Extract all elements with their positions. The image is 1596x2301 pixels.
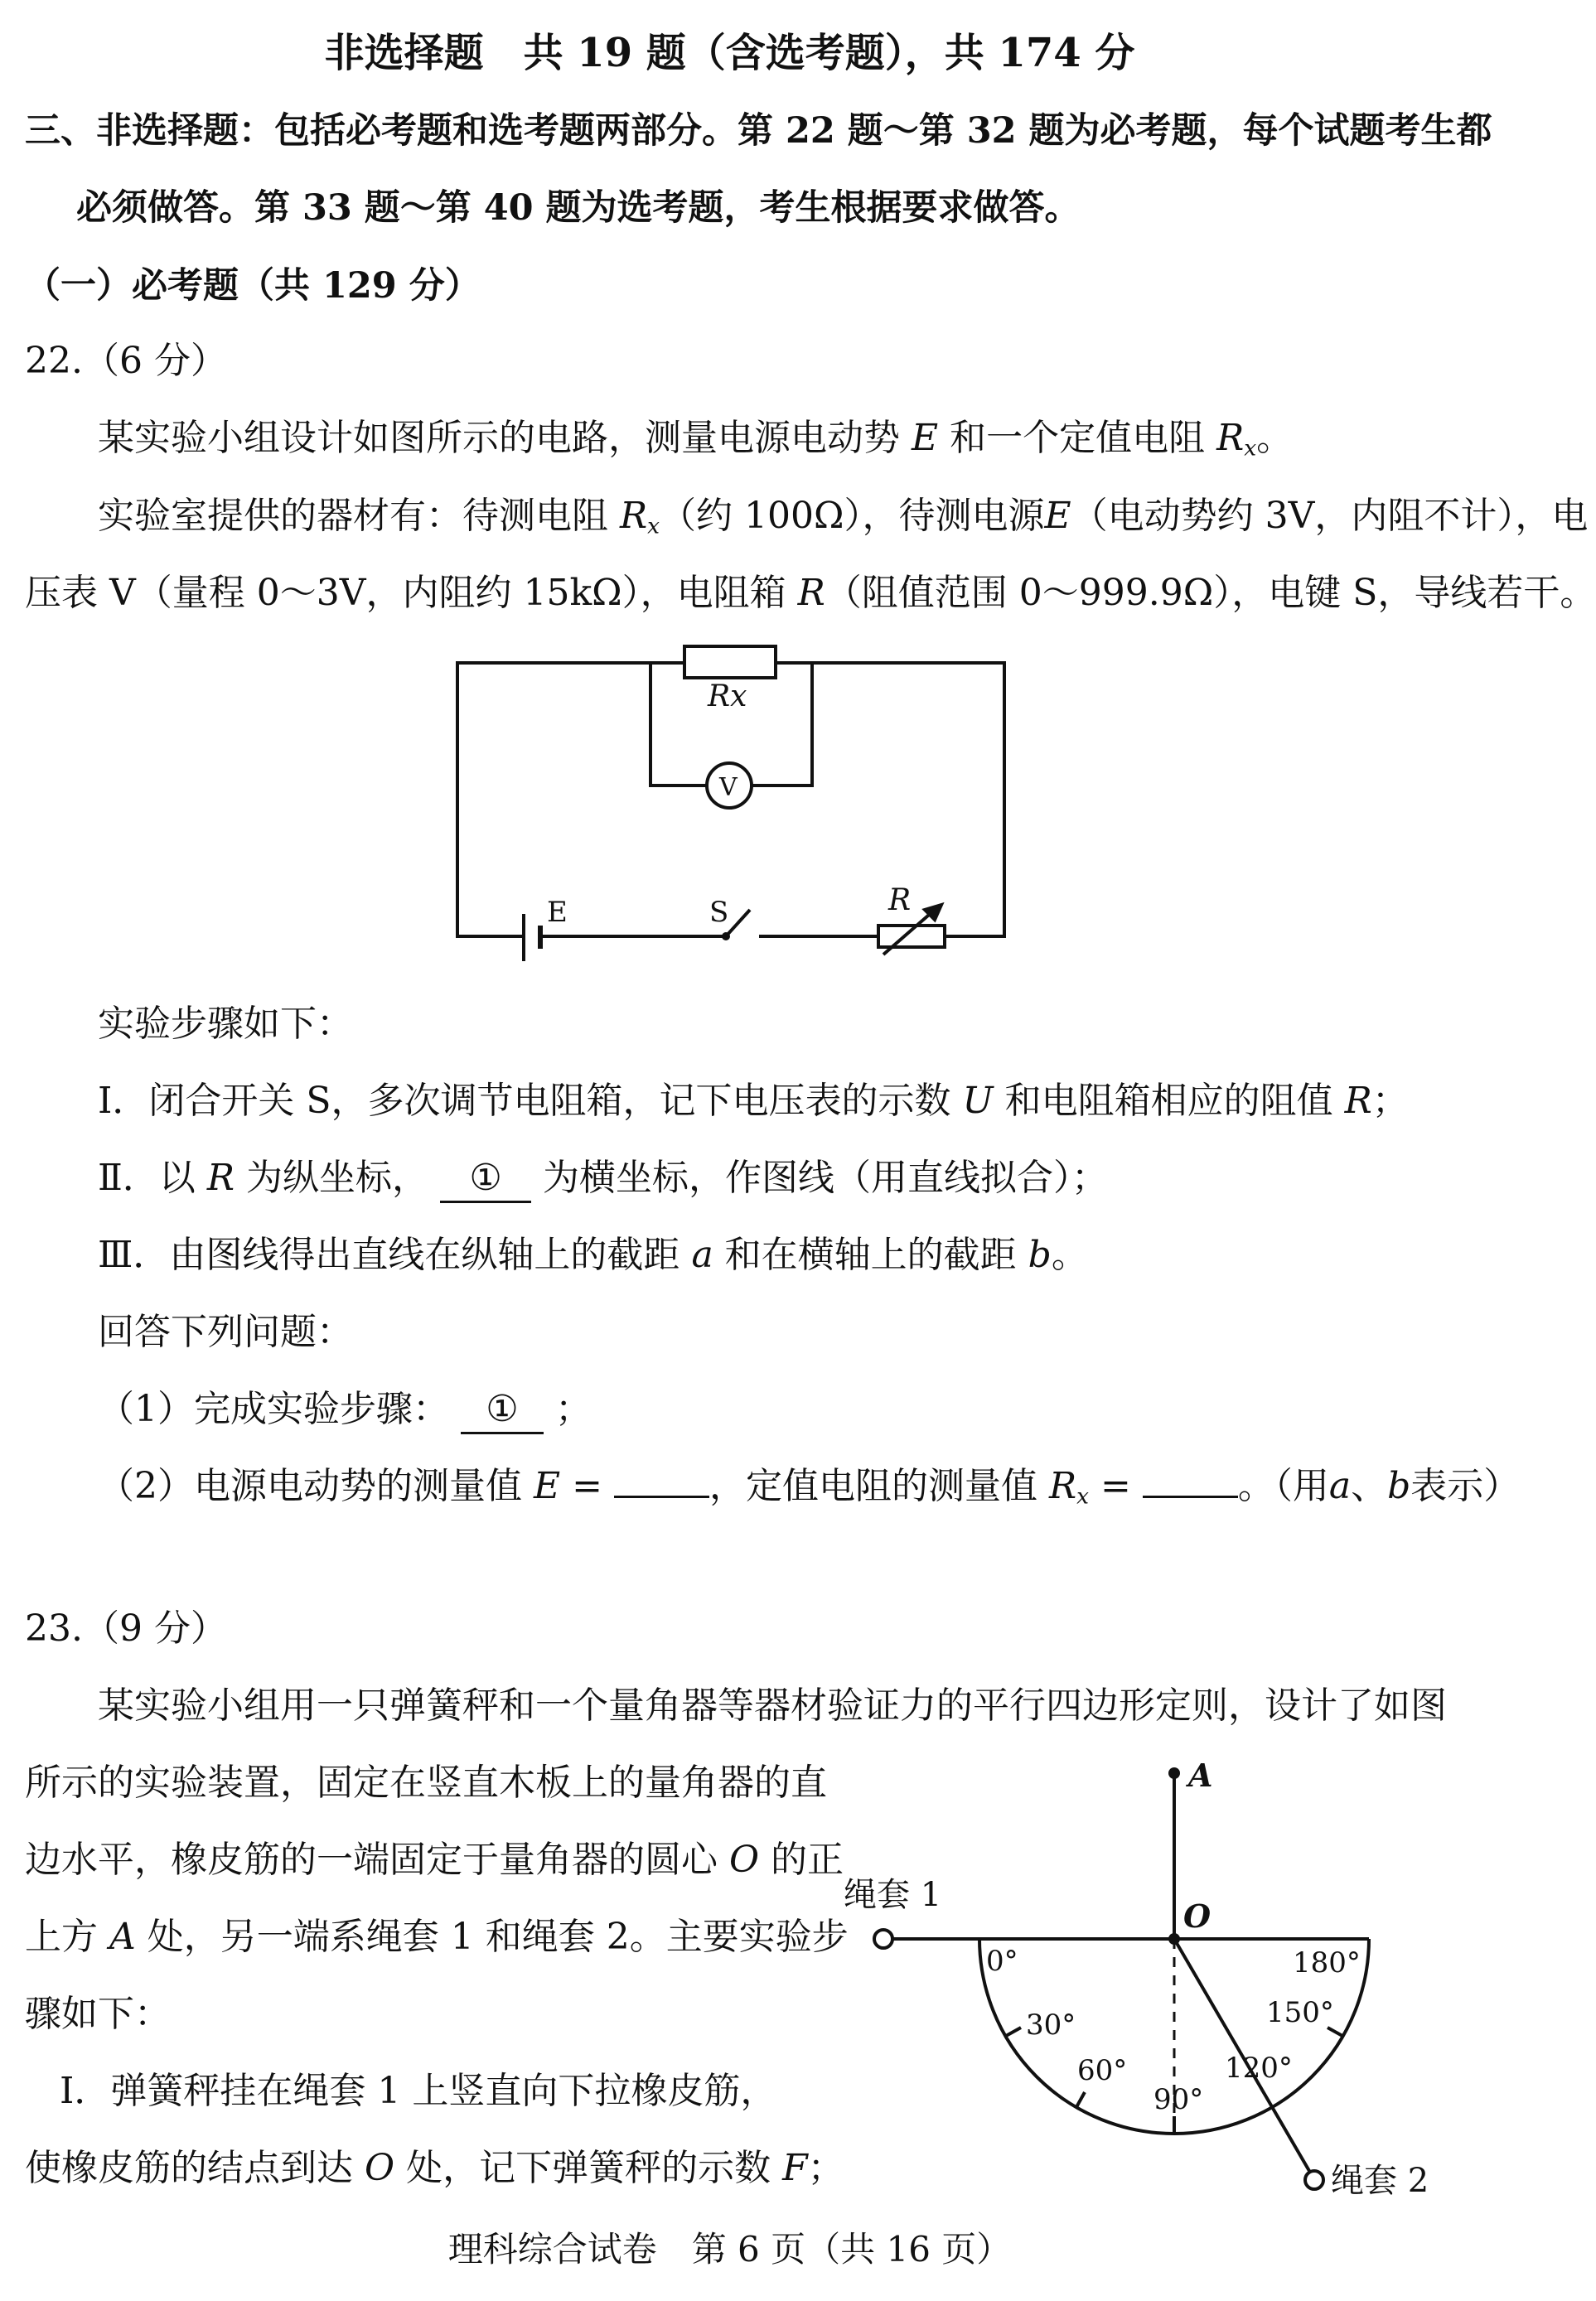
q23-line3-text-a: 边水平，橡皮筋的一端固定于量角器的圆心 bbox=[25, 1839, 718, 1881]
q22-equip1-text-b: （约 100Ω），待测电源 bbox=[660, 495, 1045, 537]
q22-step1-end: ； bbox=[1371, 1080, 1409, 1122]
section-instructions-line2: 必须做答。第 33 题～第 40 题为选考题，考生根据要求做答。 bbox=[76, 187, 1081, 229]
label-o: O bbox=[1183, 1897, 1212, 1935]
rope-1-loop bbox=[874, 1930, 892, 1948]
q22-intro-var-e: E bbox=[912, 417, 939, 459]
q23-line2: 所示的实验装置，固定在竖直木板上的量角器的直 bbox=[25, 1762, 827, 1804]
angle-90: 90° bbox=[1153, 2083, 1204, 2116]
q22-ans1-text: （1）完成实验步骤： bbox=[98, 1388, 449, 1430]
q22-step3-text-b: 和在横轴上的截距 bbox=[724, 1234, 1017, 1276]
page-footer: 理科综合试卷 第 6 页（共 16 页） bbox=[447, 2229, 1012, 2270]
q22-step2-text-a: Ⅱ．以 bbox=[98, 1157, 196, 1199]
q22-step2-text-c: 为横坐标，作图线（用直线拟合）； bbox=[543, 1157, 1109, 1199]
angle-150: 150° bbox=[1266, 1996, 1334, 2029]
label-rx: Rx bbox=[708, 679, 747, 713]
q22-ans2-eq2: = bbox=[1089, 1465, 1143, 1507]
label-e: E bbox=[547, 896, 568, 929]
q22-step3-var-b: b bbox=[1028, 1234, 1052, 1276]
q22-intro-end: 。 bbox=[1256, 417, 1294, 459]
q22-intro-text-b: 和一个定值电阻 bbox=[950, 417, 1206, 459]
q22-equip1-var-e: E bbox=[1044, 495, 1071, 537]
q23-line7-text-a: 使橡皮筋的结点到达 bbox=[25, 2147, 353, 2189]
label-s: S bbox=[709, 896, 729, 929]
label-r: R bbox=[888, 883, 912, 917]
q23-line7-text-b: 处，记下弹簧秤的示数 bbox=[406, 2147, 771, 2189]
label-v: V bbox=[719, 773, 738, 802]
q22-intro-var-r: R bbox=[1216, 417, 1245, 459]
q22-ans2-text-c: 。（用 bbox=[1237, 1465, 1329, 1507]
section-instructions-line1: 三、非选择题：包括必考题和选考题两部分。第 22 题～第 32 题为必考题，每个试题考生都 bbox=[25, 110, 1492, 152]
q22-equip1-text-c: （电动势约 3V，内阻不计），电 bbox=[1071, 495, 1589, 537]
q22-ans2-eq: = bbox=[560, 1465, 614, 1507]
q22-equip1-text-a: 实验室提供的器材有：待测电阻 bbox=[98, 495, 608, 537]
q22-intro-var-sub: x bbox=[1244, 435, 1257, 462]
q22-intro-text-a: 某实验小组设计如图所示的电路，测量电源电动势 bbox=[98, 417, 900, 459]
q22-step3-var-a: a bbox=[691, 1234, 713, 1276]
section-subheading: （一）必考题（共 129 分） bbox=[25, 265, 481, 307]
q22-step1-text-a: Ⅰ．闭合开关 S，多次调节电阻箱，记下电压表的示数 bbox=[98, 1080, 951, 1122]
q22-ans2-end: 表示） bbox=[1410, 1465, 1521, 1507]
q23-line7-var-o: O bbox=[365, 2147, 395, 2189]
q22-answer-title: 回答下列问题： bbox=[98, 1311, 353, 1353]
angle-30: 30° bbox=[1026, 2009, 1076, 2042]
q22-equip2-text-a: 压表 V（量程 0～3V，内阻约 15kΩ），电阻箱 bbox=[25, 572, 786, 614]
q22-number: 22.（6 分） bbox=[25, 340, 227, 382]
page-title: 非选择题 共 19 题（含选考题），共 174 分 bbox=[324, 30, 1135, 76]
q23-number: 23.（9 分） bbox=[25, 1607, 227, 1650]
q22-step2-var-r: R bbox=[206, 1157, 235, 1199]
q23-line6: Ⅰ．弹簧秤挂在绳套 1 上竖直向下拉橡皮筋， bbox=[60, 2070, 777, 2112]
q22-ans2-var-e: E bbox=[534, 1465, 561, 1507]
angle-0: 0° bbox=[986, 1945, 1018, 1978]
q22-step1-var-u: U bbox=[962, 1080, 994, 1122]
tick-30 bbox=[1006, 2028, 1021, 2036]
q22-steps-title: 实验步骤如下： bbox=[98, 1003, 353, 1045]
q23-line5: 骤如下： bbox=[25, 1993, 171, 2035]
label-rope-2: 绳套 2 bbox=[1331, 2162, 1429, 2200]
q23-line4-var-a: A bbox=[109, 1916, 136, 1958]
q22-equip2-text-b: （阻值范围 0～999.9Ω），电键 S，导线若干。 bbox=[825, 572, 1596, 614]
q23-line3-text-b: 的正 bbox=[771, 1839, 844, 1881]
q22-step3-end: 。 bbox=[1051, 1234, 1088, 1276]
q22-step2-text-b: 为纵坐标， bbox=[246, 1157, 429, 1199]
q22-equip1-var-sub: x bbox=[647, 513, 660, 539]
q23-line4-text-b: 处，另一端系绳套 1 和绳套 2。主要实验步 bbox=[147, 1916, 849, 1958]
label-a: A bbox=[1188, 1757, 1213, 1794]
q22-ans2-var-sub: x bbox=[1076, 1483, 1089, 1510]
q22-ans2-sep: 、 bbox=[1351, 1465, 1388, 1507]
q23-line1: 某实验小组用一只弹簧秤和一个量角器等器材验证力的平行四边形定则，设计了如图 bbox=[98, 1685, 1447, 1727]
angle-180: 180° bbox=[1293, 1946, 1361, 1980]
rope-2-loop bbox=[1305, 2171, 1323, 2189]
q22-step2-blank: ① bbox=[440, 1157, 531, 1203]
point-a bbox=[1168, 1767, 1180, 1779]
q22-step3-text-a: Ⅲ．由图线得出直线在纵轴上的截距 bbox=[98, 1234, 680, 1276]
q22-ans2-var-r: R bbox=[1048, 1465, 1077, 1507]
q23-line4-text-a: 上方 bbox=[25, 1916, 98, 1958]
q23-line3-var-o: O bbox=[729, 1839, 760, 1881]
q23-line7-end: ； bbox=[807, 2147, 844, 2189]
q22-ans1-end: ； bbox=[555, 1388, 592, 1430]
q22-step1-text-b: 和电阻箱相应的阻值 bbox=[1004, 1080, 1333, 1122]
q22-equip1-var-r: R bbox=[620, 495, 648, 537]
q22-ans2-var-a: a bbox=[1328, 1465, 1352, 1507]
q22-equip2-var-r: R bbox=[797, 572, 825, 614]
point-o bbox=[1168, 1933, 1180, 1945]
q22-ans2-text-a: （2）电源电动势的测量值 bbox=[98, 1465, 522, 1507]
tick-60 bbox=[1076, 2092, 1085, 2107]
angle-120: 120° bbox=[1225, 2052, 1293, 2085]
q22-ans2-text-b: ，定值电阻的测量值 bbox=[709, 1465, 1037, 1507]
q22-step1-var-r: R bbox=[1344, 1080, 1372, 1122]
q23-line7-var-f: F bbox=[782, 2147, 808, 2189]
angle-60: 60° bbox=[1077, 2054, 1128, 2087]
q22-ans2-var-b: b bbox=[1387, 1465, 1411, 1507]
q22-ans1-blank: ① bbox=[461, 1388, 544, 1434]
label-rope-1: 绳套 1 bbox=[844, 1876, 942, 1914]
